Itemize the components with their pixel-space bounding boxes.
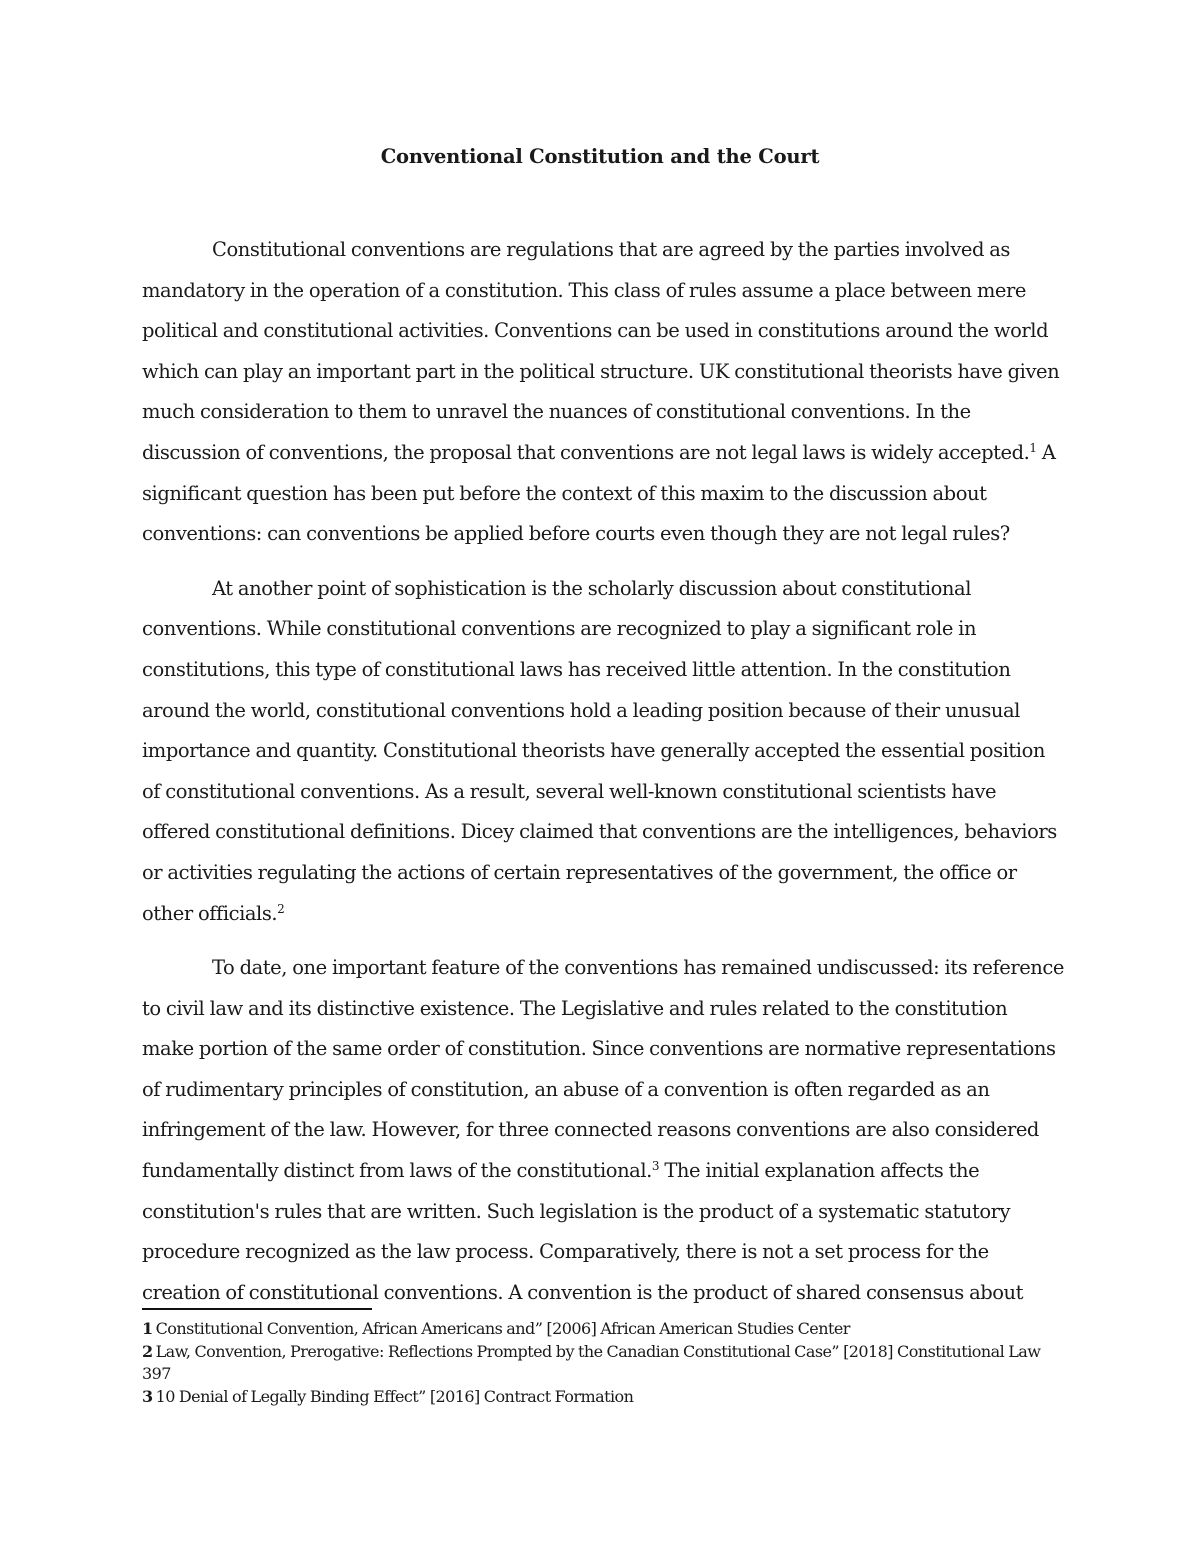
text-line: constitutions, this type of constitutional laws has received little attention. In the constitution [142,657,1011,681]
text-line: Constitutional conventions are regulations that are agreed by the parties involved as [212,238,1010,261]
footnote-number: 2 [142,1341,153,1361]
text-line: To date, one important feature of the conventions has remained undiscussed: its reference [212,956,1064,980]
text-line: significant question has been put before the context of this maxim to the discussion about [142,481,987,505]
text-line: to civil law and its distinctive existence. The Legislative and rules related to the constitution [142,996,1008,1020]
text-line: around the world, constitutional conventions hold a leading position because of their unusual [142,698,1020,722]
footnote-3 [142,1386,1052,1409]
footnote-text: Constitutional Convention, African Americans and” [2006] African American Studies Center [155,1319,850,1338]
text-line: make portion of the same order of constitution. Since conventions are normative representations [142,1037,1056,1061]
text-line: of rudimentary principles of constitution, an abuse of a convention is often regarded as an [142,1077,990,1101]
document-body [142,230,1067,1313]
text-line: creation of constitutional conventions. A convention is the product of shared consensus about [142,1280,1024,1304]
text-line: other officials.$^2$ [142,901,285,925]
text-line: procedure recognized as the law process. Comparatively, there is not a set process for the [142,1240,989,1264]
footnote-ref-1: 1 [1029,440,1037,455]
text-line: or activities regulating the actions of certain representatives of the government, the office or [142,860,1017,884]
footnote-ref-3: 3 [651,1159,660,1174]
text-line: discussion of conventions, the proposal that conventions are not legal laws is widely accepted.$^1$ A [142,440,1056,464]
text-line: political and constitutional activities. Conventions can be used in constitutions around the world [142,319,1049,343]
footnote-1 [142,1318,1052,1341]
footnote-separator [142,1308,372,1310]
footnote-number: 3 [142,1386,153,1406]
text-line: importance and quantity. Constitutional theorists have generally accepted the essential position [142,739,1045,763]
text-line: much consideration to them to unravel the nuances of constitutional conventions. In the [142,400,971,424]
text-line: conventions: can conventions be applied before courts even though they are not legal rules? [142,522,1010,546]
footnote-ref-2: 2 [277,901,285,916]
text-line: constitution's rules that are written. Such legislation is the product of a systematic statutory [142,1199,1011,1223]
text-line: At another point of sophistication is the scholarly discussion about constitutional [212,576,971,600]
footnote-number: 1 [142,1319,153,1338]
text-line: infringement of the law. However, for three connected reasons conventions are also considered [142,1118,1039,1142]
paragraph-1 [142,230,1067,555]
text-line: of constitutional conventions. As a result, several well-known constitutional scientists have [142,779,997,803]
document-title: Conventional Constitution and the Court [380,145,820,168]
paragraph-3 [142,948,1067,1313]
footnote-text: 10 Denial of Legally Binding Effect” [2016] Contract Formation [155,1386,634,1406]
text-line: mandatory in the operation of a constitution. This class of rules assume a place between mere [142,278,1026,302]
text-line: offered constitutional definitions. Dicey claimed that conventions are the intelligences, behaviors [142,820,1057,844]
footnotes [142,1318,1052,1408]
text-line: fundamentally distinct from laws of the constitutional.$^3$ The initial explanation affects the [142,1159,980,1183]
footnote-text: Law, Convention, Prerogative: Reflections Prompted by the Canadian Constitutional Case” [2018] Constitutional Law 397 [142,1341,1041,1383]
text-line: which can play an important part in the political structure. UK constitutional theorists have given [142,359,1060,383]
text-line: conventions. While constitutional conventions are recognized to play a significant role in [142,617,977,641]
paragraph-2 [142,569,1067,934]
footnote-2 [142,1341,1052,1386]
